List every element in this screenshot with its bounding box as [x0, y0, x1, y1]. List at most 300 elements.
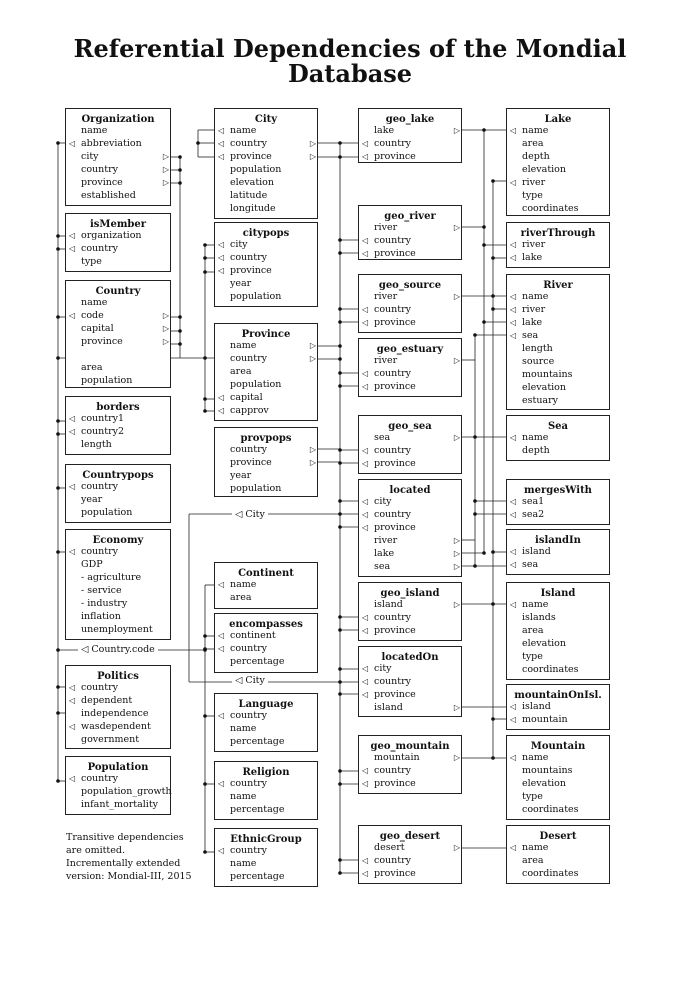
junction-dot	[338, 461, 342, 465]
attribute-label: country	[230, 643, 268, 654]
attribute	[69, 309, 169, 322]
attribute	[81, 493, 166, 506]
attribute-label: independence	[81, 708, 149, 719]
attribute-label: river	[522, 239, 546, 250]
attribute	[362, 495, 457, 508]
attribute-label: river	[522, 304, 546, 315]
table-sea	[506, 415, 610, 461]
attribute-label: area	[522, 625, 544, 636]
table-religion	[214, 761, 318, 820]
referenced-key-arrow-icon: ▷	[453, 292, 460, 301]
table-lake	[506, 108, 610, 216]
referenced-key-arrow-icon: ▷	[309, 354, 316, 363]
attribute	[374, 841, 460, 854]
attribute	[522, 764, 605, 777]
attribute	[362, 764, 457, 777]
foreign-key-arrow-icon: ◁	[362, 369, 369, 378]
attribute-label: country	[374, 509, 412, 520]
attribute	[522, 189, 605, 202]
attribute-label: island	[522, 546, 551, 557]
diagram-title-line2: Database	[287, 59, 413, 88]
referenced-key-arrow-icon: ▷	[309, 341, 316, 350]
table-geo-estuary	[358, 338, 462, 397]
foreign-key-arrow-icon: ◁	[69, 482, 76, 491]
attribute-label: province	[374, 381, 416, 392]
foreign-key-arrow-icon: ◁	[510, 753, 517, 762]
attribute-label: longitude	[230, 203, 276, 214]
table-name: Politics	[97, 671, 139, 682]
table-name: islandIn	[535, 535, 581, 546]
junction-dot	[491, 756, 495, 760]
junction-dot	[178, 168, 182, 172]
table-name: Sea	[547, 421, 569, 432]
attribute	[374, 560, 460, 573]
table-name: geo_mountain	[370, 741, 450, 752]
referenced-key-arrow-icon: ▷	[453, 356, 460, 365]
junction-dot	[203, 782, 207, 786]
foreign-key-arrow-icon: ◁	[362, 446, 369, 455]
referenced-key-arrow-icon: ▷	[453, 549, 460, 558]
attribute-label: name	[81, 297, 108, 308]
attribute	[510, 238, 605, 251]
attribute	[81, 506, 166, 519]
attribute	[510, 251, 605, 264]
table-name: isMember	[89, 219, 147, 230]
junction-dot	[338, 371, 342, 375]
attribute-label: sea	[522, 559, 539, 570]
attribute	[374, 701, 460, 714]
junction-dot	[491, 602, 495, 606]
attribute-label: country	[81, 481, 119, 492]
foreign-key-arrow-icon: ◁	[362, 869, 369, 878]
attribute-label: code	[81, 310, 104, 321]
junction-dot	[56, 356, 60, 360]
table-name: geo_lake	[385, 114, 435, 125]
junction-dot	[196, 141, 200, 145]
referenced-key-arrow-icon: ▷	[453, 223, 460, 232]
attribute	[362, 777, 457, 790]
attribute	[522, 650, 605, 663]
attribute	[374, 221, 460, 234]
attribute	[81, 707, 166, 720]
foreign-key-arrow-icon: ◁	[218, 139, 225, 148]
table-name: borders	[96, 402, 140, 413]
junction-dot	[338, 155, 342, 159]
attribute	[362, 137, 457, 150]
attribute	[69, 681, 166, 694]
attribute	[362, 624, 457, 637]
attribute	[362, 457, 457, 470]
foreign-key-arrow-icon: ◁	[510, 331, 517, 340]
attribute	[230, 803, 313, 816]
foreign-key-arrow-icon: ◁	[362, 497, 369, 506]
attribute	[230, 365, 313, 378]
table-encompasses	[214, 613, 318, 673]
junction-dot	[203, 397, 207, 401]
attribute-label: continent	[230, 630, 276, 641]
attribute-label: - agriculture	[81, 572, 142, 583]
attribute-label: country	[81, 164, 119, 175]
attribute	[81, 558, 166, 571]
attribute	[218, 391, 313, 404]
junction-dot	[338, 238, 342, 242]
table-ethnicgroup	[214, 828, 318, 887]
attribute-label: country	[374, 235, 412, 246]
junction-dot	[203, 634, 207, 638]
attribute-label: name	[230, 579, 257, 590]
junction-dot	[338, 782, 342, 786]
attribute-label: mountain	[522, 714, 568, 725]
attribute	[230, 277, 313, 290]
junction-dot	[338, 320, 342, 324]
table-name: Organization	[81, 114, 155, 125]
attribute-label: country	[230, 444, 268, 455]
foreign-key-arrow-icon: ◁	[69, 414, 76, 423]
foreign-key-arrow-icon: ◁	[362, 249, 369, 258]
table-economy	[65, 529, 171, 640]
table-name: City	[254, 114, 278, 125]
attribute	[218, 150, 316, 163]
attribute	[218, 137, 316, 150]
attribute-label: country2	[81, 426, 125, 437]
attribute-label: province	[374, 458, 416, 469]
junction-dot	[338, 769, 342, 773]
attribute	[230, 176, 313, 189]
junction-dot	[473, 333, 477, 337]
attribute	[522, 790, 605, 803]
attribute-label: country	[230, 845, 268, 856]
foreign-key-arrow-icon: ◁	[69, 722, 76, 731]
junction-dot	[338, 667, 342, 671]
foreign-key-arrow-icon: ◁	[510, 292, 517, 301]
attribute	[510, 700, 605, 713]
attribute	[81, 374, 166, 387]
table-name: geo_river	[384, 211, 436, 222]
junction-dot	[56, 315, 60, 319]
foreign-key-arrow-icon: ◁	[218, 631, 225, 640]
attribute	[522, 137, 605, 150]
table-country	[65, 280, 171, 388]
attribute	[362, 854, 457, 867]
junction-dot	[203, 647, 207, 651]
attribute-label: city	[81, 151, 99, 162]
table-name: Mountain	[530, 741, 586, 752]
attribute	[522, 854, 605, 867]
foreign-key-arrow-icon: ◁	[218, 711, 225, 720]
junction-dot	[203, 648, 207, 652]
attribute-label: country	[230, 710, 268, 721]
table-name: geo_island	[380, 588, 440, 599]
table-citypops	[214, 222, 318, 307]
junction-dot	[56, 247, 60, 251]
attribute-label: province	[374, 317, 416, 328]
junction-dot	[178, 342, 182, 346]
attribute	[522, 777, 605, 790]
attribute	[510, 751, 605, 764]
attribute-label: area	[230, 366, 252, 377]
junction-dot	[338, 448, 342, 452]
table-locatedon	[358, 646, 462, 717]
table-name: locatedOn	[381, 652, 439, 663]
attribute-label: name	[230, 723, 257, 734]
attribute	[69, 545, 166, 558]
attribute-label: year	[230, 278, 252, 289]
attribute	[374, 598, 460, 611]
table-geo-sea	[358, 415, 462, 474]
attribute-label: sea1	[522, 496, 545, 507]
attribute-label: wasdependent	[81, 721, 151, 732]
junction-dot	[178, 315, 182, 319]
attribute-label: type	[81, 256, 102, 267]
attribute-label: area	[522, 855, 544, 866]
attribute-label: mountains	[522, 765, 573, 776]
foreign-key-arrow-icon: ◁	[362, 613, 369, 622]
attribute	[522, 202, 605, 215]
foreign-key-arrow-icon: ◁	[218, 266, 225, 275]
attribute	[218, 844, 313, 857]
foreign-key-arrow-icon: ◁	[362, 856, 369, 865]
junction-dot	[178, 155, 182, 159]
referenced-key-arrow-icon: ▷	[162, 178, 169, 187]
attribute-label: province	[374, 868, 416, 879]
attribute	[81, 255, 166, 268]
attribute-label: country	[81, 773, 119, 784]
attribute-label: country	[230, 138, 268, 149]
attribute	[374, 431, 460, 444]
table-name: River	[543, 280, 573, 291]
attribute-label: country	[374, 765, 412, 776]
table-name: Language	[238, 699, 294, 710]
junction-dot	[56, 486, 60, 490]
attribute-label: population_growth	[81, 786, 172, 797]
foreign-key-arrow-icon: ◁	[362, 382, 369, 391]
junction-dot	[178, 181, 182, 185]
attribute-label: population	[230, 483, 282, 494]
table-name: Country	[95, 286, 141, 297]
attribute-label: elevation	[522, 778, 567, 789]
foreign-key-arrow-icon: ◁	[218, 240, 225, 249]
foreign-key-arrow-icon: ◁	[510, 240, 517, 249]
attribute-label: unemployment	[81, 624, 153, 635]
attribute	[510, 290, 605, 303]
junction-dot	[56, 432, 60, 436]
diagram-title-line1: Referential Dependencies of the Mondial	[73, 34, 627, 63]
attribute-label: island	[374, 702, 403, 713]
attribute	[69, 412, 166, 425]
foreign-key-arrow-icon: ◁	[69, 244, 76, 253]
footnote-line: Incrementally extended	[66, 858, 181, 869]
attribute	[81, 798, 166, 811]
attribute	[510, 495, 605, 508]
attribute-label: country1	[81, 413, 125, 424]
table-name: Continent	[238, 568, 294, 579]
attribute-label: elevation	[522, 382, 567, 393]
junction-dot	[482, 128, 486, 132]
table-desert	[506, 825, 610, 884]
attribute-label: sea2	[522, 509, 545, 520]
attribute	[230, 290, 313, 303]
attribute	[218, 777, 313, 790]
foreign-key-arrow-icon: ◁	[218, 779, 225, 788]
attribute	[362, 675, 457, 688]
attribute	[69, 720, 166, 733]
junction-dot	[338, 384, 342, 388]
table-name: located	[389, 485, 431, 496]
table-geo-desert	[358, 825, 462, 884]
foreign-key-arrow-icon: ◁	[362, 510, 369, 519]
attribute	[81, 597, 166, 610]
junction-dot	[56, 648, 60, 652]
table-language	[214, 693, 318, 752]
attribute-label: estuary	[522, 395, 559, 406]
attribute	[510, 431, 605, 444]
attribute-label: type	[522, 190, 543, 201]
attribute	[362, 444, 457, 457]
attribute	[522, 355, 605, 368]
attribute	[69, 229, 166, 242]
attribute-label: type	[522, 791, 543, 802]
table-name: Lake	[544, 114, 572, 125]
attribute-label: name	[522, 291, 549, 302]
attribute-label: province	[81, 336, 123, 347]
attribute-label: sea	[374, 561, 391, 572]
attribute-label: source	[522, 356, 555, 367]
attribute-label: name	[522, 125, 549, 136]
junction-dot	[338, 858, 342, 862]
attribute	[374, 290, 460, 303]
attribute-label: organization	[81, 230, 142, 241]
attribute	[362, 247, 457, 260]
attribute	[522, 803, 605, 816]
attribute-label: province	[230, 457, 272, 468]
footnote-line: Transitive dependencies	[66, 832, 184, 843]
foreign-key-arrow-icon: ◁	[218, 126, 225, 135]
table-name: provpops	[240, 433, 292, 444]
table-islandin	[506, 529, 610, 575]
junction-dot	[338, 357, 342, 361]
footnote	[66, 831, 206, 883]
foreign-key-arrow-icon: ◁	[362, 236, 369, 245]
attribute	[81, 176, 169, 189]
attribute	[230, 591, 313, 604]
attribute	[230, 443, 316, 456]
attribute-label: province	[230, 265, 272, 276]
attribute-label: province	[374, 151, 416, 162]
attribute-label: depth	[522, 445, 550, 456]
attribute-label: name	[522, 842, 549, 853]
edge-label-country-code: ◁ Country.code	[78, 644, 158, 655]
attribute-label: latitude	[230, 190, 268, 201]
attribute-label: mountain	[374, 752, 420, 763]
attribute	[230, 469, 313, 482]
attribute	[69, 242, 166, 255]
footnote-line: are omitted.	[66, 845, 125, 856]
attribute	[81, 571, 166, 584]
attribute-label: name	[522, 432, 549, 443]
foreign-key-arrow-icon: ◁	[362, 523, 369, 532]
attribute	[510, 598, 605, 611]
attribute	[522, 624, 605, 637]
attribute-label: name	[230, 858, 257, 869]
table-city	[214, 108, 318, 219]
attribute	[362, 662, 457, 675]
table-mountainonisl	[506, 684, 610, 730]
junction-dot	[338, 680, 342, 684]
attribute	[522, 368, 605, 381]
attribute	[81, 296, 166, 309]
table-name: Religion	[242, 767, 290, 778]
attribute-label: lake	[522, 317, 543, 328]
junction-dot	[56, 685, 60, 689]
foreign-key-arrow-icon: ◁	[362, 139, 369, 148]
foreign-key-arrow-icon: ◁	[510, 600, 517, 609]
attribute	[230, 722, 313, 735]
attribute-label: percentage	[230, 736, 285, 747]
foreign-key-arrow-icon: ◁	[362, 459, 369, 468]
attribute	[218, 251, 313, 264]
attribute	[510, 508, 605, 521]
attribute	[362, 303, 457, 316]
attribute	[522, 867, 605, 880]
foreign-key-arrow-icon: ◁	[218, 253, 225, 262]
attribute-label: country	[230, 778, 268, 789]
junction-dot	[338, 615, 342, 619]
attribute	[362, 521, 457, 534]
attribute	[362, 150, 457, 163]
junction-dot	[491, 717, 495, 721]
attribute-label: depth	[522, 151, 550, 162]
attribute-label: river	[374, 535, 398, 546]
junction-dot	[338, 871, 342, 875]
attribute	[230, 655, 313, 668]
table-geo-island	[358, 582, 462, 641]
attribute-label: city	[230, 239, 248, 250]
attribute	[374, 354, 460, 367]
attribute-label: coordinates	[522, 664, 579, 675]
attribute-label: province	[374, 625, 416, 636]
attribute-label: lake	[522, 252, 543, 263]
table-name: Desert	[539, 831, 577, 842]
attribute	[374, 751, 460, 764]
table-island	[506, 582, 610, 680]
foreign-key-arrow-icon: ◁	[69, 139, 76, 148]
foreign-key-arrow-icon: ◁	[218, 152, 225, 161]
attribute-label: country	[81, 682, 119, 693]
foreign-key-arrow-icon: ◁	[362, 766, 369, 775]
attribute-label: percentage	[230, 804, 285, 815]
junction-dot	[338, 525, 342, 529]
attribute-label: province	[374, 689, 416, 700]
attribute-label: island	[374, 599, 403, 610]
junction-dot	[338, 499, 342, 503]
attribute	[218, 642, 313, 655]
attribute-label: year	[230, 470, 252, 481]
edge-label-city-located: ◁ City	[232, 509, 268, 520]
attribute	[81, 150, 169, 163]
attribute-label: name	[230, 340, 257, 351]
junction-dot	[56, 779, 60, 783]
foreign-key-arrow-icon: ◁	[362, 779, 369, 788]
junction-dot	[338, 344, 342, 348]
attribute	[81, 584, 166, 597]
attribute	[81, 124, 166, 137]
foreign-key-arrow-icon: ◁	[362, 664, 369, 673]
attribute	[230, 339, 316, 352]
junction-dot	[203, 243, 207, 247]
attribute-label: coordinates	[522, 203, 579, 214]
table-name: geo_desert	[379, 831, 441, 842]
attribute	[510, 303, 605, 316]
